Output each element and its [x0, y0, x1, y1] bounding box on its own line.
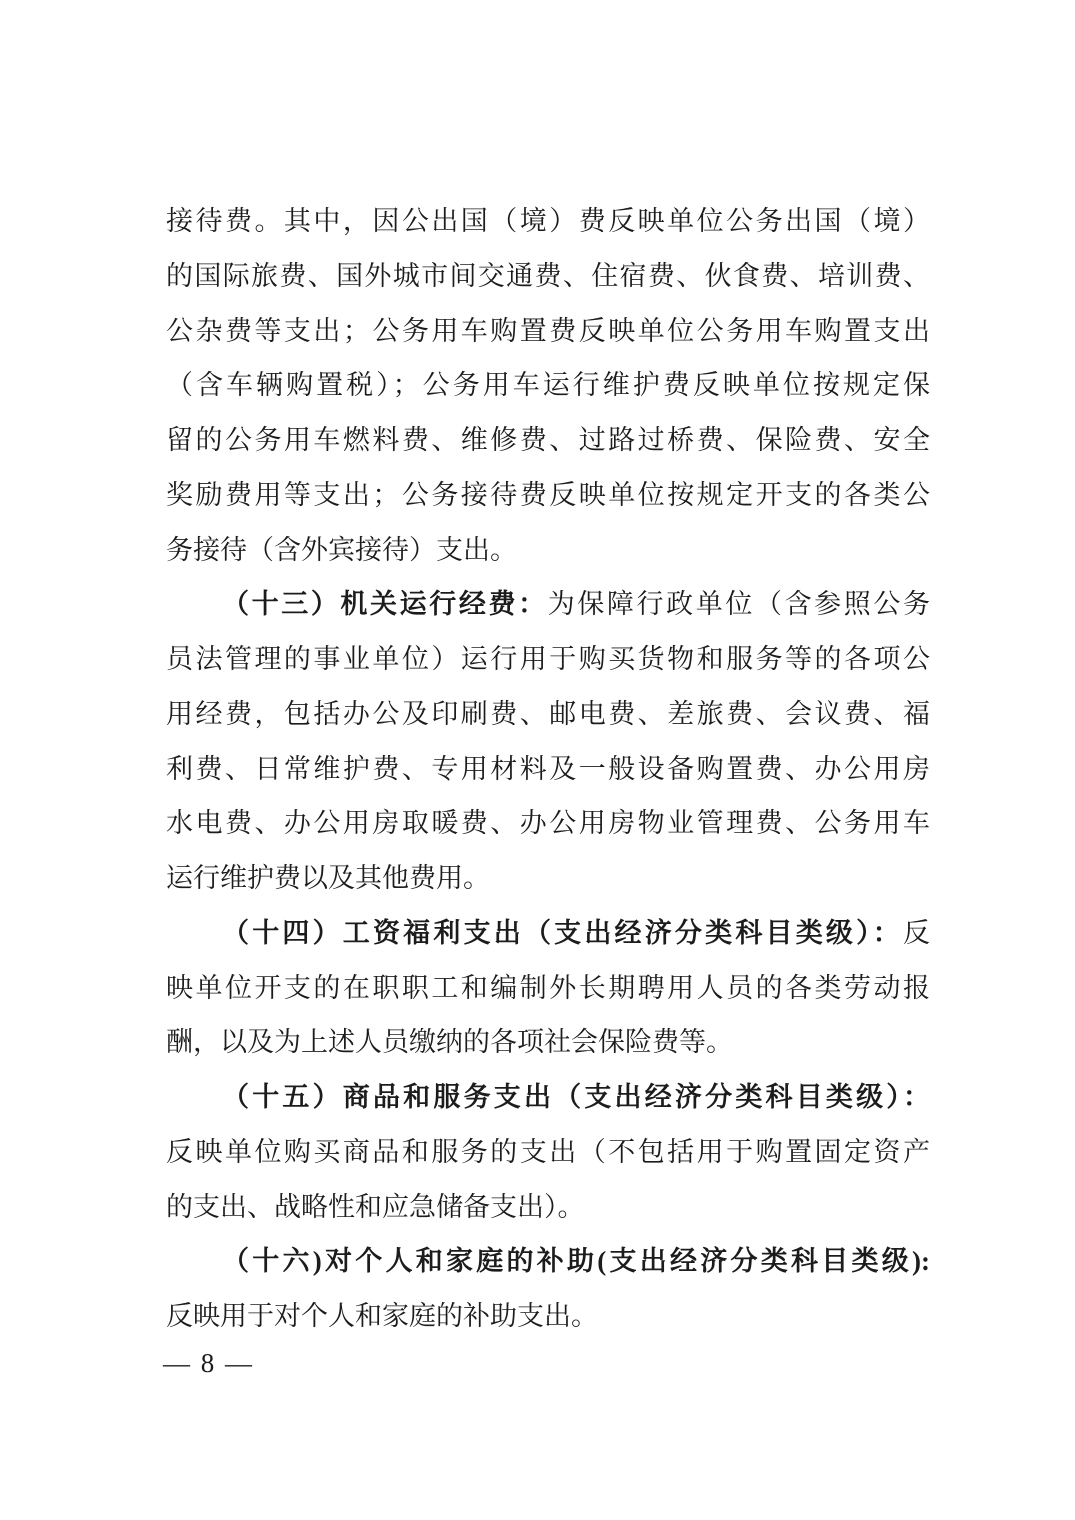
body-run: 为保障行政单位（含参照公务 — [547, 589, 930, 620]
paragraph-end-line: 反映用于对个人和家庭的补助支出。 — [166, 1301, 598, 1331]
section-heading-16: （十六)对个人和家庭的补助(支出经济分类科目类级): — [222, 1246, 930, 1277]
text-line: 用经费，包括办公及印刷费、邮电费、差旅费、会议费、福 — [166, 698, 930, 729]
text-line: 公杂费等支出；公务用车购置费反映单位公务用车购置支出 — [166, 315, 930, 346]
section-heading-14: （十四）工资福利支出（支出经济分类科目类级）： — [222, 917, 903, 948]
text-line: 接待费。其中，因公出国（境）费反映单位公务出国（境） — [166, 206, 930, 236]
paragraph-end-line: 酬，以及为上述人员缴纳的各项社会保险费等。 — [166, 1027, 733, 1058]
paragraph-heading-line — [166, 1070, 930, 1125]
page-number: — 8 — — [163, 1348, 254, 1378]
paragraph-end-line: 务接待（含外宾接待）支出。 — [166, 534, 517, 565]
text-line: 利费、日常维护费、专用材料及一般设备购置费、办公用房 — [166, 753, 930, 784]
text-line: 奖励费用等支出；公务接待费反映单位按规定开支的各类公 — [166, 479, 930, 510]
paragraph-heading-line — [166, 906, 930, 961]
text-line: 留的公务用车燃料费、维修费、过路过桥费、保险费、安全 — [166, 425, 930, 455]
body-run: 反 — [903, 917, 930, 948]
section-heading-15: （十五）商品和服务支出（支出经济分类科目类级）： — [222, 1082, 930, 1112]
paragraph-end-line: 的支出、战略性和应急储备支出）。 — [166, 1191, 585, 1222]
text-line: 员法管理的事业单位）运行用于购买货物和服务等的各项公 — [166, 644, 930, 674]
section-heading-13: （十三）机关运行经费： — [222, 589, 548, 620]
text-line: 的国际旅费、国外城市间交通费、住宿费、伙食费、培训费、 — [166, 260, 930, 291]
text-line: 水电费、办公用房取暖费、办公用房物业管理费、公务用车 — [166, 808, 930, 839]
text-line: 反映单位购买商品和服务的支出（不包括用于购置固定资产 — [166, 1136, 930, 1167]
text-line: 映单位开支的在职职工和编制外长期聘用人员的各类劳动报 — [166, 972, 930, 1003]
paragraph-heading-line — [166, 577, 930, 632]
text-line: （含车辆购置税）；公务用车运行维护费反映单位按规定保 — [166, 370, 930, 401]
document-body — [166, 194, 930, 1344]
paragraph-end-line: 运行维护费以及其他费用。 — [166, 863, 490, 893]
paragraph-heading-line — [166, 1234, 930, 1289]
